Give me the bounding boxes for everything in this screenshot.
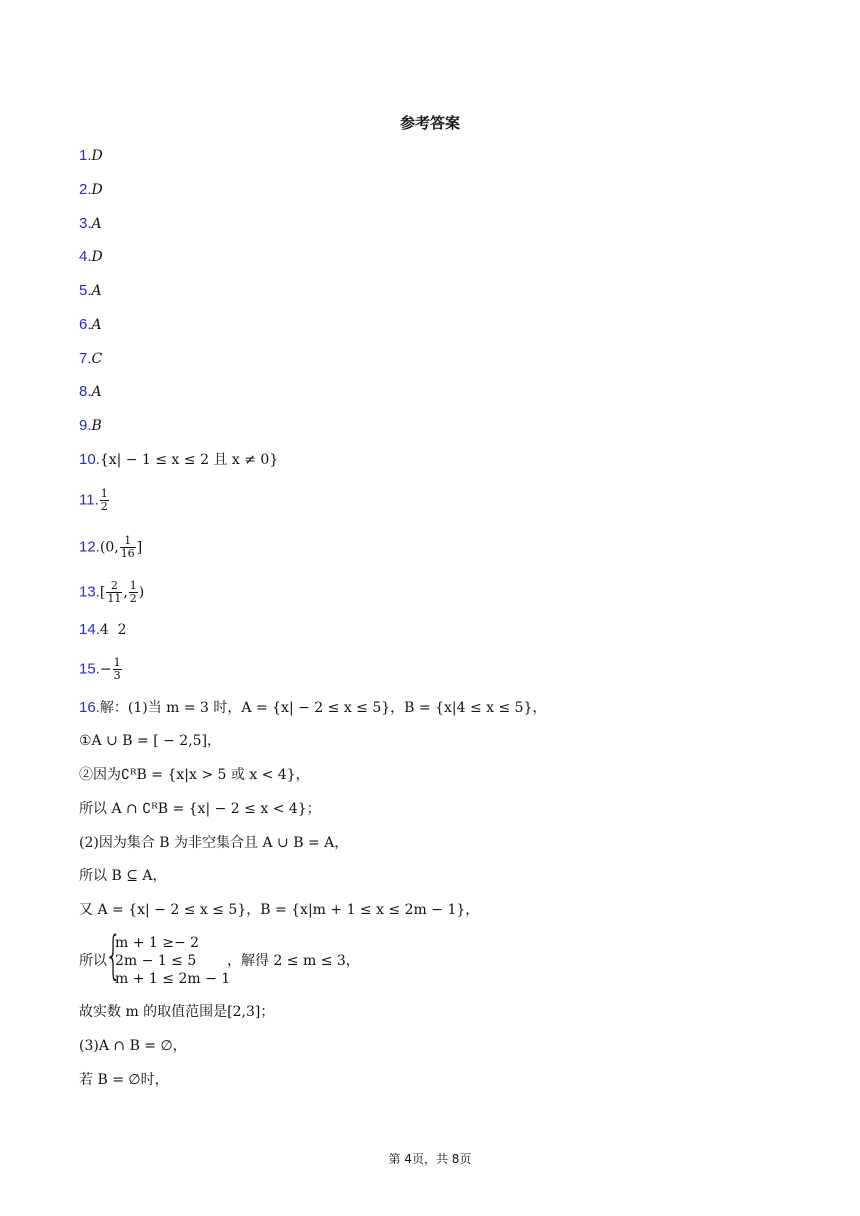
answer-row [79, 247, 103, 267]
answer-row [79, 180, 103, 200]
question-number: 1. [79, 147, 92, 164]
answer-text: {x| − 1 ≤ x ≤ 2 且 x ≠ 0} [99, 452, 279, 468]
solution-line: 故实数 m 的取值范围是[2,3]； [79, 1004, 275, 1020]
denominator: 11 [107, 592, 122, 605]
answer-row [79, 146, 103, 166]
answer-choice: D [91, 182, 103, 198]
question-number: 4. [79, 248, 92, 265]
solution-text: 所以 [79, 953, 107, 969]
numerator: 1 [129, 579, 137, 592]
numerator: 1 [113, 656, 121, 669]
answer-choice: A [91, 384, 102, 400]
solution-line [79, 926, 360, 988]
solution-text: 解：(1)当 m = 3 时，A = {x| − 2 ≤ x ≤ 5}，B = {x|4 ≤ x ≤ 5}， [99, 700, 547, 716]
question-number: 8. [79, 383, 92, 400]
fraction [129, 580, 138, 605]
page-footer: 第 4页，共 8页 [388, 1152, 472, 1166]
answer-choice: A [91, 216, 102, 232]
denominator: 3 [113, 669, 121, 682]
page-title: 参考答案 [399, 114, 460, 132]
answer-row [79, 620, 127, 640]
question-number: 11. [79, 491, 99, 509]
numerator: 2 [106, 580, 122, 593]
solution-line: 所以 B ⊆ A， [79, 868, 167, 884]
system-line: m + 1 ≥− 2 [115, 935, 200, 951]
question-number: 15. [79, 660, 100, 678]
numerator: 1 [120, 535, 136, 548]
question-number: 16. [79, 699, 100, 716]
solution-line: 又 A = {x| − 2 ≤ x ≤ 5}，B = {x|m + 1 ≤ x ≤ 2m − 1}， [79, 902, 480, 918]
answer-row [79, 580, 144, 605]
answer-row [79, 281, 102, 301]
question-number: 3. [79, 215, 92, 232]
fraction [106, 580, 122, 605]
question-number: 10. [79, 451, 100, 468]
answer-row [79, 450, 278, 470]
solution-text: ，解得 2 ≤ m ≤ 3， [227, 953, 360, 969]
inequality-system [105, 926, 231, 988]
question-number: 2. [79, 181, 92, 198]
fraction [120, 535, 136, 560]
interval-open: [ [99, 584, 106, 601]
solution-line: (2)因为集合 B 为非空集合且 A ∪ B = A， [79, 835, 349, 851]
question-number: 12. [79, 538, 100, 556]
system-line: 2m − 1 ≤ 5 [115, 953, 197, 969]
solution-line: ①A ∪ B = [ − 2,5]， [79, 733, 222, 749]
minus-sign: − [99, 661, 112, 678]
answer-row [79, 349, 102, 369]
question-number: 9. [79, 417, 92, 434]
interval-open: (0, [99, 539, 119, 556]
question-number: 13. [79, 583, 100, 601]
fraction [100, 488, 109, 513]
solution-line: ②因为∁ᴿB = {x|x > 5 或 x < 4}， [79, 767, 310, 783]
interval-close: ] [136, 539, 143, 556]
answer-row [79, 535, 142, 560]
solution-line: 若 B = ∅时， [79, 1072, 169, 1088]
answer-row [79, 488, 110, 513]
answer-choice: D [91, 148, 103, 164]
answer-row [79, 214, 102, 234]
question-number: 6. [79, 316, 92, 333]
answer-row [79, 416, 102, 436]
fraction [113, 657, 122, 682]
answer-choice: A [91, 283, 102, 299]
question-number: 5. [79, 282, 92, 299]
answer-text: 4 2 [99, 622, 127, 638]
answer-row [79, 382, 102, 402]
denominator: 2 [129, 592, 137, 605]
answer-choice: D [91, 249, 103, 265]
question-number: 14. [79, 621, 100, 638]
solution-line: 所以 A ∩ ∁ᴿB = {x| − 2 ≤ x < 4}； [79, 801, 321, 817]
answer-row [79, 315, 102, 335]
answer-row [79, 657, 123, 682]
question-number: 7. [79, 350, 92, 367]
solution-line: (3)A ∩ B = ∅， [79, 1038, 187, 1054]
answer-choice: C [91, 351, 103, 367]
numerator: 1 [100, 487, 108, 500]
answer-choice: A [91, 317, 102, 333]
denominator: 2 [100, 500, 108, 513]
system-line: m + 1 ≤ 2m − 1 [115, 971, 231, 987]
solution-line [79, 698, 547, 718]
interval-close: ) [138, 584, 145, 601]
answer-choice: B [91, 418, 102, 434]
brace-icon: { [105, 926, 122, 986]
denominator: 16 [120, 547, 135, 560]
comma: , [123, 584, 128, 601]
